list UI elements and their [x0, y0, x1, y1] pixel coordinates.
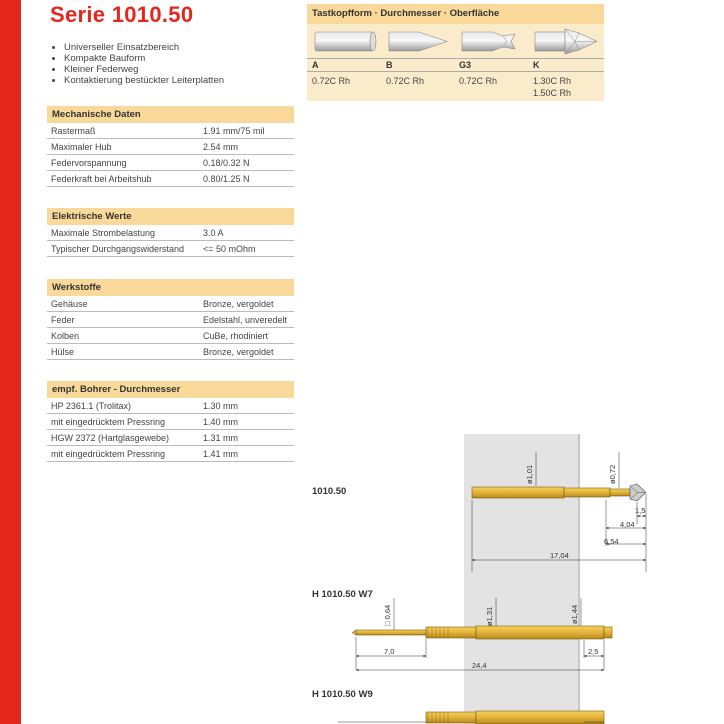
- mechanical-heading: Mechanische Daten: [47, 106, 294, 123]
- row-label: Maximaler Hub: [51, 142, 112, 152]
- drawing-label-probe: 1010.50: [312, 486, 347, 497]
- dim-4-04: 4,04: [620, 520, 635, 529]
- table-row: [47, 414, 294, 430]
- feature-list: [50, 42, 224, 86]
- row-label: HP 2361.1 (Trolitax): [51, 401, 132, 411]
- tip-label: G3: [459, 60, 472, 70]
- row-value: 1.31 mm: [203, 433, 239, 443]
- dim-dia-1: ø1,01: [525, 464, 534, 484]
- receptacle-w9-drawing: [338, 711, 604, 724]
- tip-shape-g3-icon: [462, 32, 515, 51]
- wire-wrap-post: [356, 630, 426, 635]
- dim-dia-1-44: ø1,44: [570, 604, 579, 624]
- row-label: Maximale Strombelastung: [51, 228, 156, 238]
- row-label: Typischer Durchgangswiderstand: [51, 244, 185, 254]
- row-value: <= 50 mOhm: [203, 244, 256, 254]
- tip-label: B: [386, 60, 393, 70]
- row-value: 2.54 mm: [203, 142, 239, 152]
- electrical-heading: Elektrische Werte: [47, 208, 294, 225]
- table-row: [47, 155, 294, 171]
- tip-column-k: [533, 59, 571, 99]
- table-row: [47, 139, 294, 155]
- tip-value: 0.72C Rh: [459, 76, 498, 86]
- row-label: Rastermaß: [51, 126, 96, 136]
- table-row: [47, 430, 294, 446]
- table-row: [47, 171, 294, 187]
- table-row: [47, 398, 294, 414]
- probe-plunger: [610, 489, 630, 496]
- row-value: Edelstahl, unveredelt: [203, 315, 288, 325]
- row-label: Federkraft bei Arbeitshub: [51, 174, 152, 184]
- dim-1-5: 1,5: [635, 506, 646, 515]
- dim-2-5: 2,5: [588, 647, 599, 656]
- receptacle-w7-drawing: [352, 598, 612, 670]
- tip-shape-a-icon: [315, 32, 376, 51]
- table-row: [47, 123, 294, 139]
- tip-value: 1.30C Rh: [533, 76, 572, 86]
- row-value: 0.18/0.32 N: [203, 158, 250, 168]
- table-row: [47, 328, 294, 344]
- row-value: 1.41 mm: [203, 449, 239, 459]
- red-side-bar: [0, 0, 21, 724]
- tip-column-b: [386, 59, 424, 87]
- row-value: 1.30 mm: [203, 401, 239, 411]
- row-label: mit eingedrücktem Pressring: [51, 417, 166, 427]
- tip-label: K: [533, 60, 540, 70]
- dim-square: □ 0,64: [383, 604, 392, 626]
- materials-heading: Werkstoffe: [47, 279, 294, 296]
- tip-value: 1.50C Rh: [533, 88, 572, 98]
- tip-shape-b-icon: [389, 32, 447, 51]
- tip-shape-k-icon: [535, 29, 597, 54]
- materials-table: [47, 279, 294, 360]
- table-row: [47, 344, 294, 360]
- tip-column-a: [312, 59, 350, 87]
- row-value: Bronze, vergoldet: [203, 299, 274, 309]
- tip-value: 0.72C Rh: [386, 76, 425, 86]
- tip-panel-heading: Tastkopfform · Durchmesser · Oberfläche: [307, 4, 604, 24]
- tip-column-g3: [459, 59, 497, 87]
- dim-dia-2: ø0,72: [608, 464, 617, 484]
- table-row: [47, 296, 294, 312]
- row-label: Hülse: [51, 347, 75, 357]
- probe-barrel-end: [564, 488, 610, 497]
- feature-item: Kleiner Federweg: [50, 64, 224, 75]
- dim-24-4: 24,4: [472, 661, 487, 670]
- table-row: [47, 225, 294, 241]
- feature-item: Kontaktierung bestückter Leiterplatten: [50, 75, 224, 86]
- drawing-label-receptacle-w9: H 1010.50 W9: [312, 689, 373, 700]
- row-label: Gehäuse: [51, 299, 88, 309]
- tip-value: 0.72C Rh: [312, 76, 351, 86]
- table-row: [47, 446, 294, 462]
- page-title: Serie 1010.50: [50, 2, 194, 27]
- table-row: [47, 241, 294, 257]
- feature-item: Kompakte Bauform: [50, 53, 224, 64]
- drill-heading: empf. Bohrer - Durchmesser: [47, 381, 294, 398]
- drawing-label-receptacle-w7: H 1010.50 W7: [312, 589, 373, 600]
- drill-table: [47, 381, 294, 462]
- row-value: CuBe, rhodiniert: [203, 331, 269, 341]
- tip-shapes: [307, 24, 604, 58]
- row-label: mit eingedrücktem Pressring: [51, 449, 166, 459]
- tip-label: A: [312, 60, 319, 70]
- table-row: [47, 312, 294, 328]
- dim-6-54: 6,54: [604, 537, 619, 546]
- press-ring: [426, 627, 476, 638]
- row-value: 3.0 A: [203, 228, 224, 238]
- technical-drawings: [300, 434, 724, 724]
- receptacle-body: [476, 626, 604, 639]
- electrical-table: [47, 208, 294, 257]
- feature-item: Universeller Einsatzbereich: [50, 42, 224, 53]
- row-value: 1.40 mm: [203, 417, 239, 427]
- dim-17-04: 17,04: [550, 551, 569, 560]
- row-value: Bronze, vergoldet: [203, 347, 274, 357]
- row-label: HGW 2372 (Hartglasgewebe): [51, 433, 170, 443]
- row-value: 1.91 mm/75 mil: [203, 126, 265, 136]
- row-label: Kolben: [51, 331, 80, 341]
- dim-7-0: 7,0: [384, 647, 395, 656]
- row-value: 0.80/1.25 N: [203, 174, 250, 184]
- probe-drawing: [472, 452, 646, 572]
- probe-barrel: [472, 487, 564, 498]
- row-label: Feder: [51, 315, 75, 325]
- row-label: Federvorspannung: [51, 158, 127, 168]
- tip-shape-panel: [307, 4, 604, 101]
- mechanical-table: [47, 106, 294, 187]
- dim-dia-1-31: ø1,31: [485, 606, 494, 626]
